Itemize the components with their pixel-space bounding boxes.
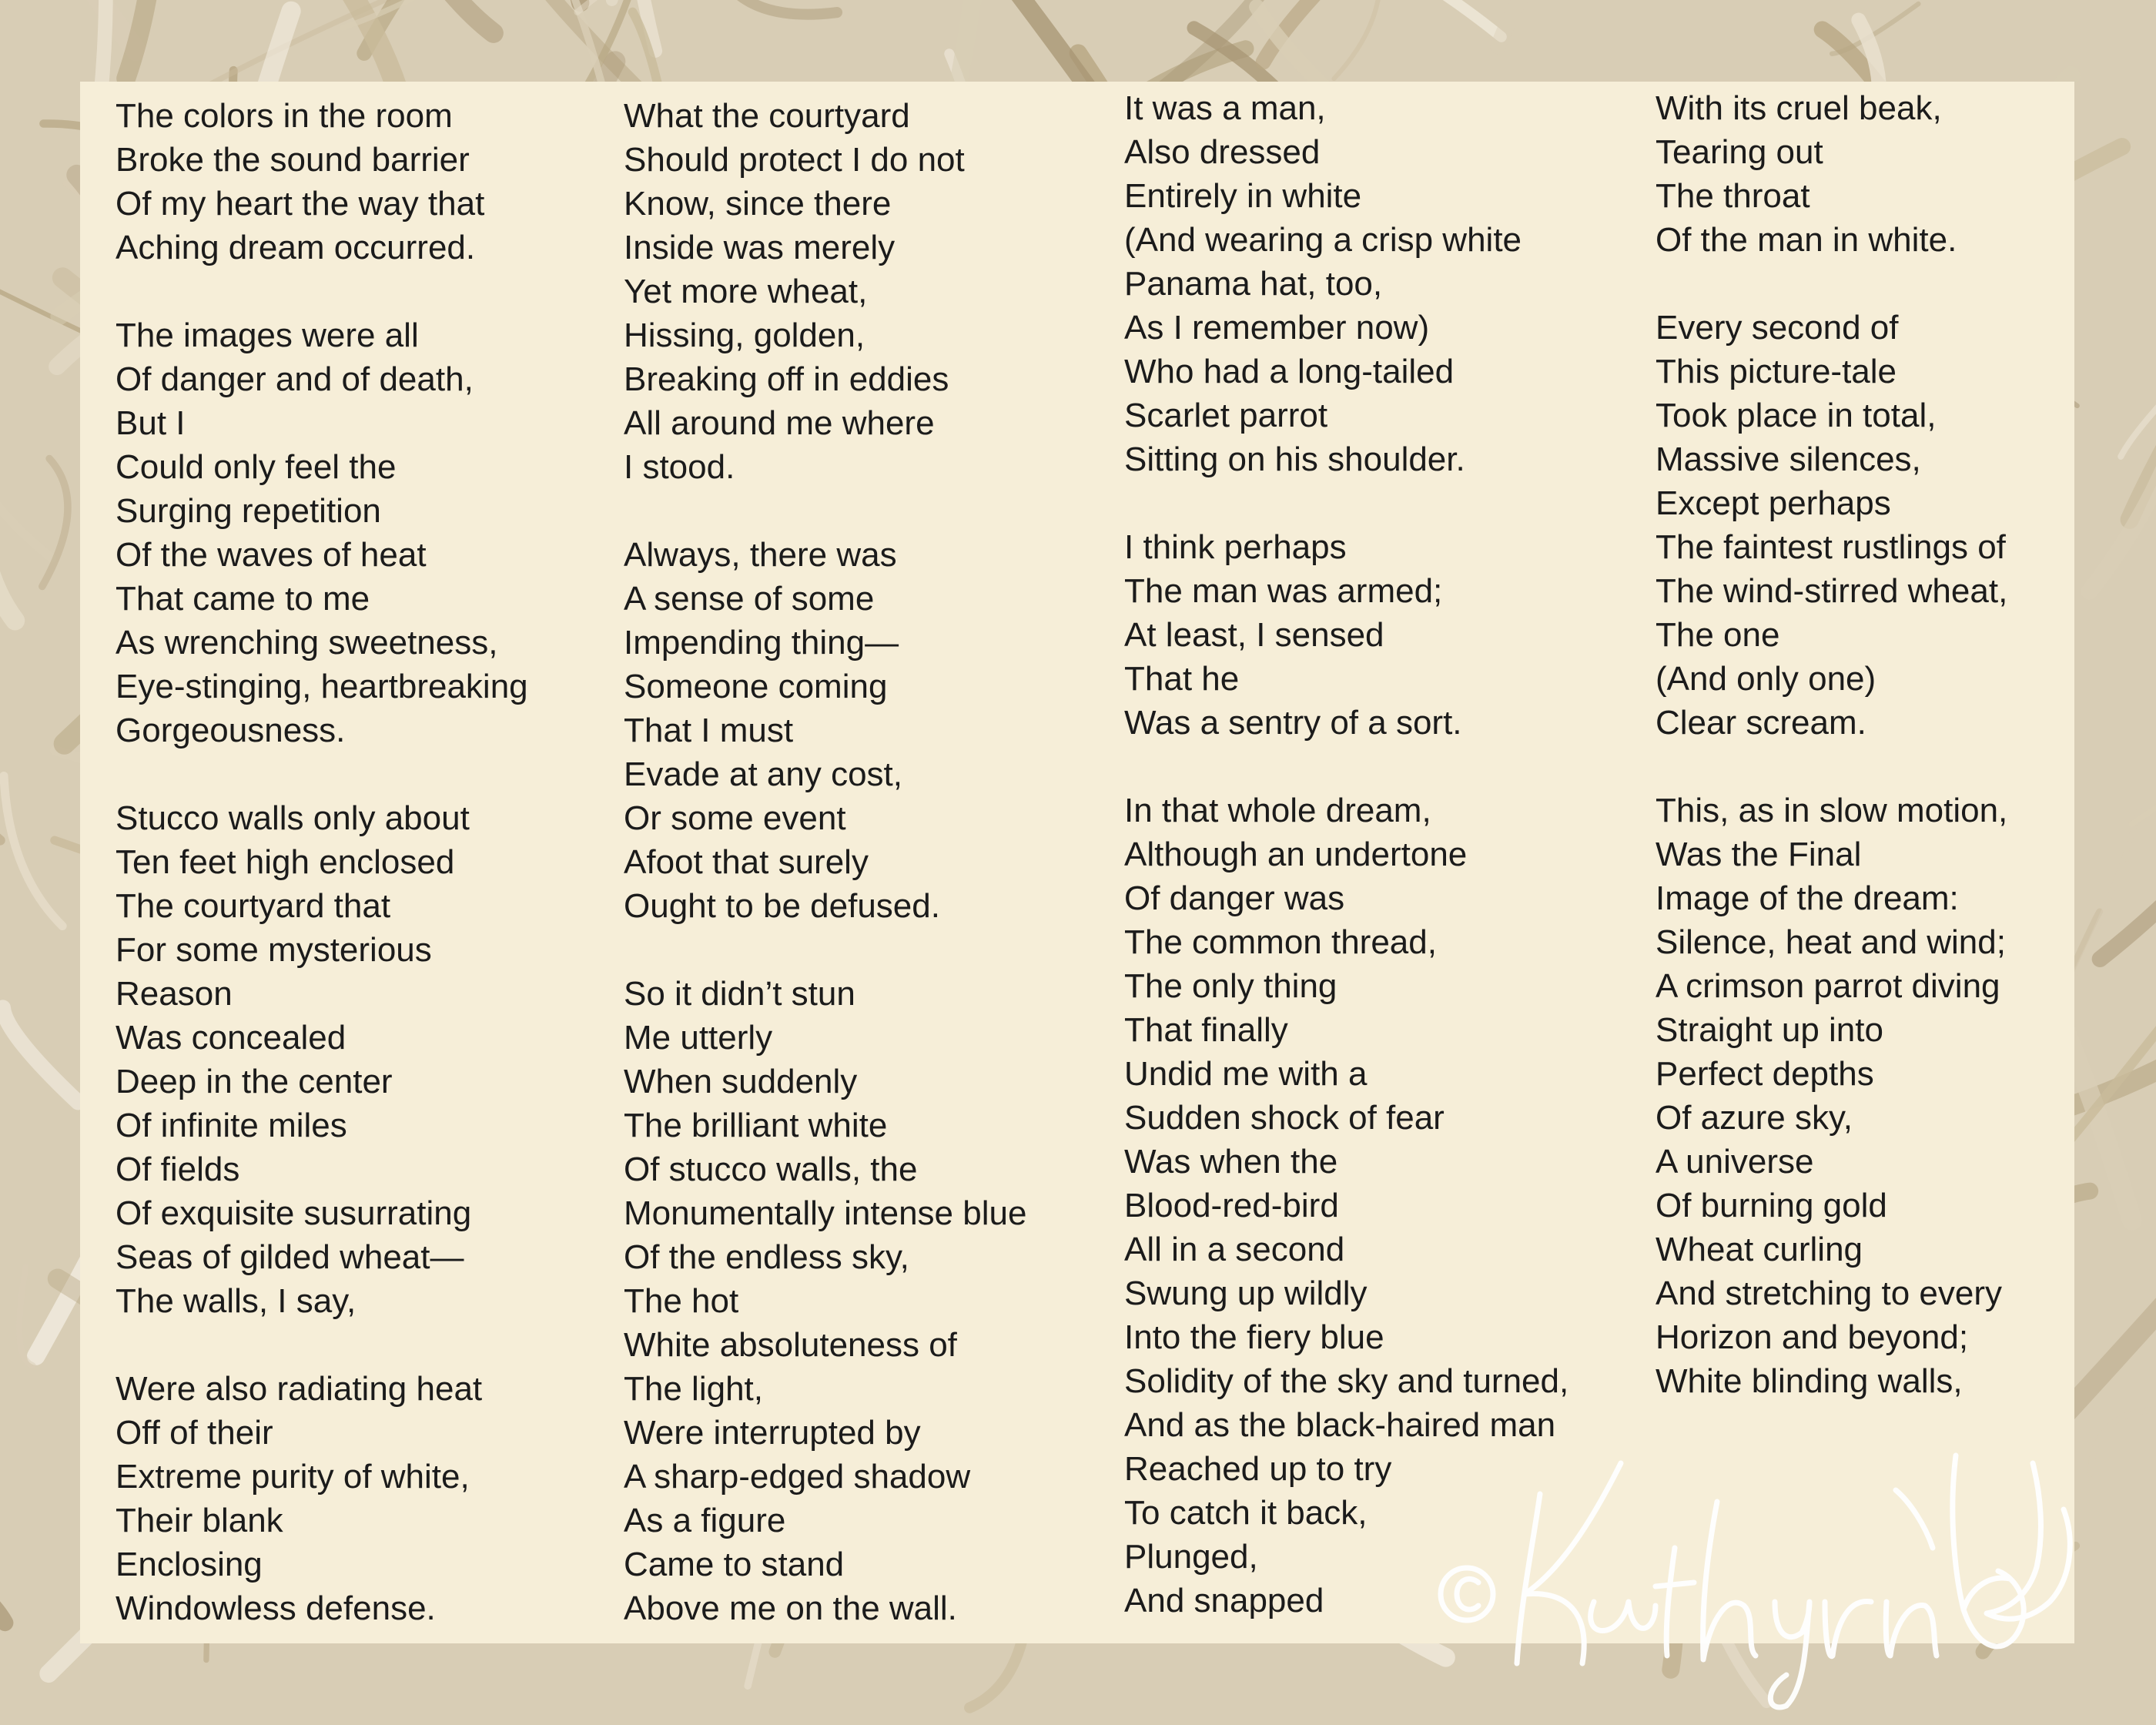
poem-line: This picture-tale — [1656, 353, 1897, 390]
poem-line: Aching dream occurred. — [116, 229, 476, 266]
poem-line: The images were all — [116, 317, 419, 354]
poem-line: The brilliant white — [624, 1107, 888, 1144]
poem-line: Of burning gold — [1656, 1187, 1887, 1224]
poem-line: The colors in the room — [116, 97, 453, 135]
poem-line: Came to stand — [624, 1546, 845, 1583]
poem-line: Gorgeousness. — [116, 712, 346, 749]
stanza-break — [624, 928, 1026, 972]
poem-line: Sudden shock of fear — [1124, 1099, 1445, 1137]
poem-line: The faintest rustlings of — [1656, 528, 2006, 566]
poem-line: Who had a long-tailed — [1124, 353, 1455, 390]
poem-line: Afoot that surely — [624, 843, 869, 881]
poem-line: Someone coming — [624, 668, 888, 705]
poem-line: Of stucco walls, the — [624, 1151, 918, 1188]
poem-line: Off of their — [116, 1414, 273, 1452]
poem-line: White blinding walls, — [1656, 1362, 1963, 1400]
poem-line: Was the Final — [1656, 836, 1862, 873]
poem-line: And as the black-haired man — [1124, 1406, 1556, 1444]
poem-line: With its cruel beak, — [1656, 89, 1942, 127]
poem-line: Stucco walls only about — [116, 799, 470, 837]
poem-line: Breaking off in eddies — [624, 360, 949, 398]
poem-line: This, as in slow motion, — [1656, 792, 2008, 829]
poem-line: Windowless defense. — [116, 1589, 436, 1627]
poem-line: Scarlet parrot — [1124, 397, 1328, 434]
poem-line: Was concealed — [116, 1019, 346, 1057]
poem-line: All around me where — [624, 404, 935, 442]
stanza-break — [116, 752, 528, 796]
poem-line: When suddenly — [624, 1063, 858, 1100]
poem-line: Impending thing— — [624, 624, 899, 662]
poem-line: Clear scream. — [1656, 704, 1866, 742]
poem-column-1 — [116, 94, 528, 1630]
poem-line: Plunged, — [1124, 1538, 1258, 1576]
poem-line: Of danger and of death, — [116, 360, 474, 398]
poem-line: The hot — [624, 1282, 739, 1320]
poem-line: The wind-stirred wheat, — [1656, 572, 2008, 610]
stanza-break — [1656, 262, 2007, 306]
poem-column-3 — [1124, 86, 1568, 1623]
poem-line: Reason — [116, 975, 233, 1013]
poem-line: Sitting on his shoulder. — [1124, 440, 1465, 478]
poem-line: Of exquisite susurrating — [116, 1194, 472, 1232]
poem-line: At least, I sensed — [1124, 616, 1384, 654]
poem-line: Of the endless sky, — [624, 1238, 909, 1276]
poem-line: Also dressed — [1124, 133, 1321, 171]
stanza-break — [624, 489, 1026, 533]
poem-line: Tearing out — [1656, 133, 1823, 171]
poem-line: Could only feel the — [116, 448, 397, 486]
poem-line: A sharp-edged shadow — [624, 1458, 971, 1496]
poem-line: Undid me with a — [1124, 1055, 1368, 1093]
poem-line: Ought to be defused. — [624, 887, 940, 925]
poem-line: Except perhaps — [1656, 484, 1891, 522]
poem-line: A sense of some — [624, 580, 875, 618]
poem-line: Were also radiating heat — [116, 1370, 483, 1408]
poem-line: Should protect I do not — [624, 141, 965, 179]
poem-line: Of the man in white. — [1656, 221, 1957, 259]
poem-line: To catch it back, — [1124, 1494, 1368, 1532]
poem-line: (And only one) — [1656, 660, 1876, 698]
poem-line: The light, — [624, 1370, 763, 1408]
poem-line: Horizon and beyond; — [1656, 1318, 1969, 1356]
poem-line: That I must — [624, 712, 794, 749]
poem-line: All in a second — [1124, 1231, 1345, 1268]
poem-line: That finally — [1124, 1011, 1288, 1049]
poem-line: That he — [1124, 660, 1240, 698]
poem-line: Surging repetition — [116, 492, 381, 530]
signature-watermark — [1424, 1409, 2087, 1717]
stanza-break — [1124, 481, 1568, 525]
poem-line: Enclosing — [116, 1546, 263, 1583]
poem-line: Entirely in white — [1124, 177, 1362, 215]
poem-line: Into the fiery blue — [1124, 1318, 1384, 1356]
poem-line: Of the waves of heat — [116, 536, 427, 574]
poem-line: Took place in total, — [1656, 397, 1937, 434]
poem-line: I stood. — [624, 448, 735, 486]
poem-line: Broke the sound barrier — [116, 141, 470, 179]
poem-line: That came to me — [116, 580, 370, 618]
poem-line: Were interrupted by — [624, 1414, 921, 1452]
poem-line: But I — [116, 404, 186, 442]
poem-line: The throat — [1656, 177, 1810, 215]
stanza-break — [1656, 745, 2007, 789]
poem-line: And stretching to every — [1656, 1274, 2003, 1312]
poem-line: The courtyard that — [116, 887, 391, 925]
poem-line: A crimson parrot diving — [1656, 967, 2000, 1005]
poem-line: Deep in the center — [116, 1063, 393, 1100]
poem-line: Of danger was — [1124, 879, 1345, 917]
poem-line: (And wearing a crisp white — [1124, 221, 1522, 259]
poem-line: Solidity of the sky and turned, — [1124, 1362, 1569, 1400]
poem-line: Although an undertone — [1124, 836, 1468, 873]
poem-line: Extreme purity of white, — [116, 1458, 470, 1496]
poem-line: Was when the — [1124, 1143, 1338, 1181]
stanza-break — [116, 1323, 528, 1367]
poem-line: Of fields — [116, 1151, 240, 1188]
poem-line: As wrenching sweetness, — [116, 624, 498, 662]
poem-line: Reached up to try — [1124, 1450, 1392, 1488]
poem-line: Above me on the wall. — [624, 1589, 957, 1627]
poem-line: Eye-stinging, heartbreaking — [116, 668, 528, 705]
poem-line: The one — [1656, 616, 1780, 654]
poem-line: The only thing — [1124, 967, 1337, 1005]
poem-line: Me utterly — [624, 1019, 773, 1057]
poem-line: In that whole dream, — [1124, 792, 1431, 829]
poem-line: Of azure sky, — [1656, 1099, 1853, 1137]
poem-line: White absoluteness of — [624, 1326, 957, 1364]
poem-line: Always, there was — [624, 536, 897, 574]
poem-line: Image of the dream: — [1656, 879, 1959, 917]
poem-line: A universe — [1656, 1143, 1814, 1181]
poem-line: Swung up wildly — [1124, 1274, 1368, 1312]
poem-line: I think perhaps — [1124, 528, 1347, 566]
poem-line: Blood-red-bird — [1124, 1187, 1339, 1224]
poem-line: Wheat curling — [1656, 1231, 1863, 1268]
poem-line: Every second of — [1656, 309, 1899, 347]
stanza-break — [1124, 745, 1568, 789]
poem-line: Of infinite miles — [116, 1107, 347, 1144]
poem-line: So it didn’t stun — [624, 975, 855, 1013]
poem-line: Or some event — [624, 799, 846, 837]
poem-line: Hissing, golden, — [624, 317, 865, 354]
poem-line: Inside was merely — [624, 229, 896, 266]
poem-line: As a figure — [624, 1502, 786, 1539]
poem-line: Yet more wheat, — [624, 273, 868, 310]
stanza-break — [116, 270, 528, 313]
poem-line: Panama hat, too, — [1124, 265, 1383, 303]
poem-line: Perfect depths — [1656, 1055, 1874, 1093]
poem-column-4 — [1656, 86, 2007, 1403]
poem-line: For some mysterious — [116, 931, 432, 969]
poem-line: Know, since there — [624, 185, 892, 223]
poem-line: Ten feet high enclosed — [116, 843, 455, 881]
poem-line: The man was armed; — [1124, 572, 1443, 610]
poem-line: Was a sentry of a sort. — [1124, 704, 1462, 742]
poem-line: And snapped — [1124, 1582, 1324, 1619]
poem-column-2 — [624, 94, 1026, 1630]
poem-line: As I remember now) — [1124, 309, 1430, 347]
poem-line: The walls, I say, — [116, 1282, 357, 1320]
poem-line: Their blank — [116, 1502, 283, 1539]
poem-line: Silence, heat and wind; — [1656, 923, 2006, 961]
poem-line: The common thread, — [1124, 923, 1437, 961]
poem-line: What the courtyard — [624, 97, 910, 135]
poem-line: It was a man, — [1124, 89, 1326, 127]
poem-line: Of my heart the way that — [116, 185, 485, 223]
poem-line: Massive silences, — [1656, 440, 1921, 478]
poem-line: Monumentally intense blue — [624, 1194, 1027, 1232]
poem-line: Seas of gilded wheat— — [116, 1238, 464, 1276]
poem-line: Evade at any cost, — [624, 755, 902, 793]
poem-line: Straight up into — [1656, 1011, 1883, 1049]
